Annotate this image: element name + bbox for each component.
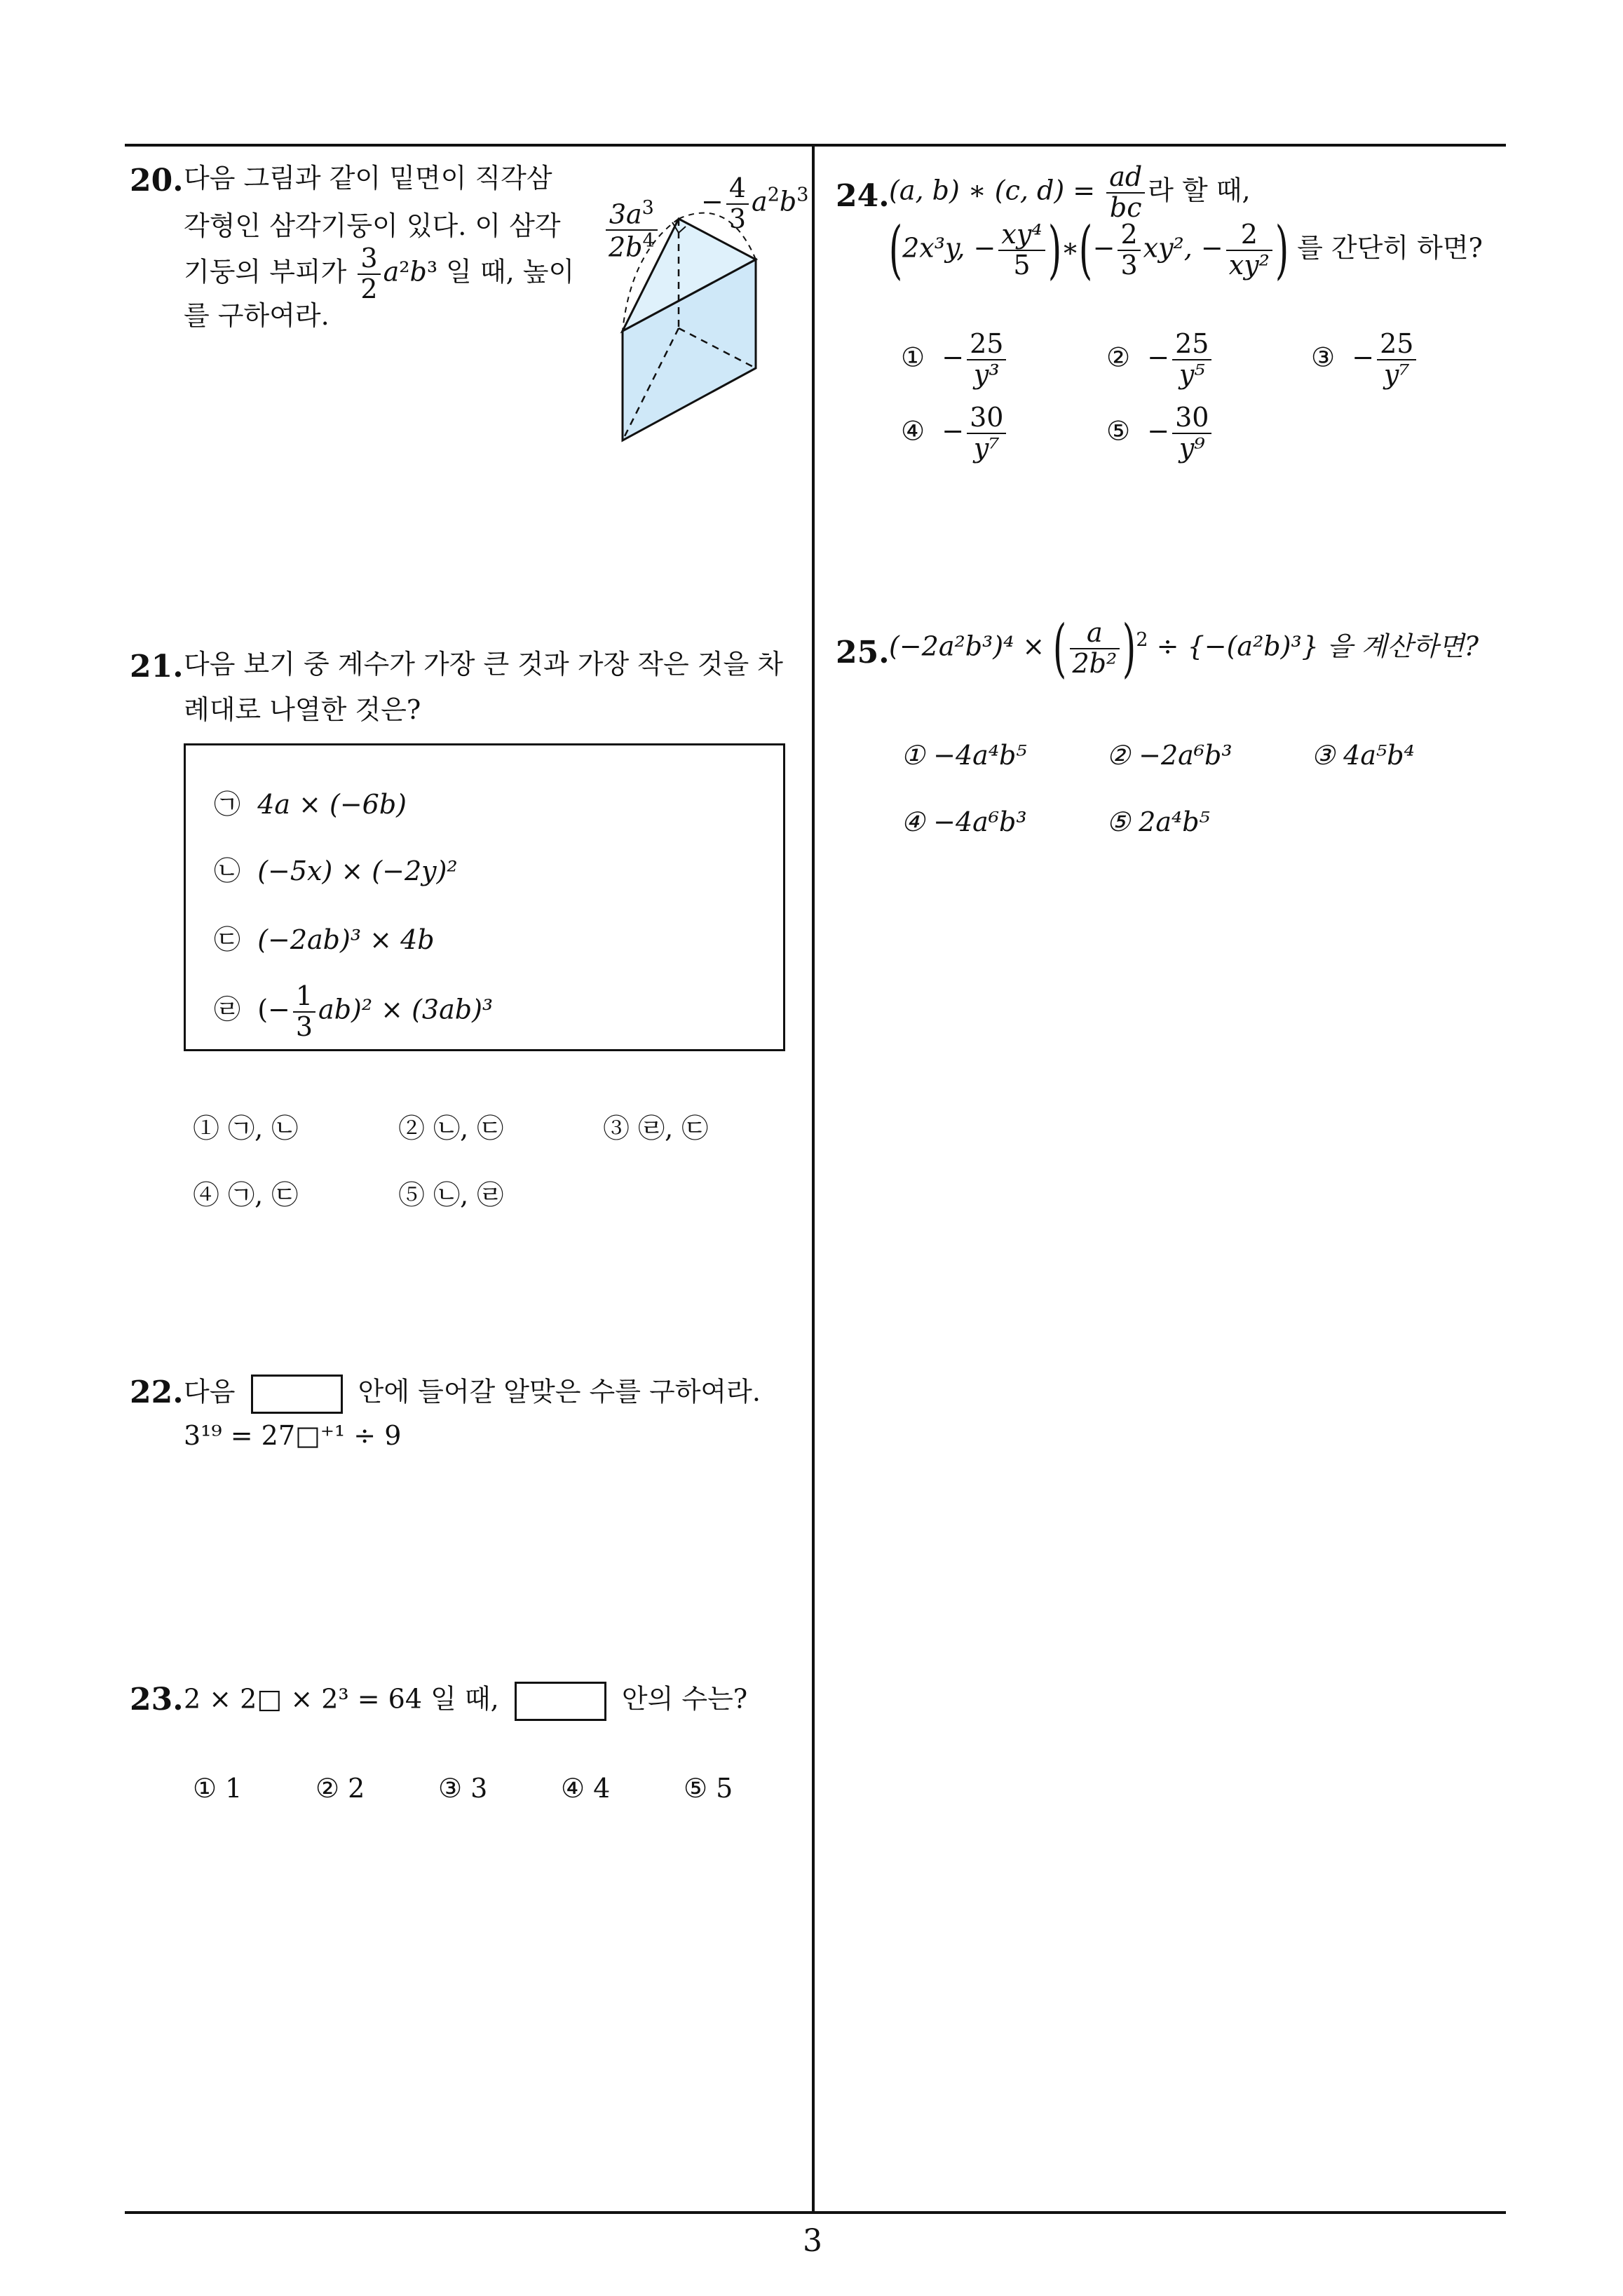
figure-label-edge: − $\frac{4}{3}$ $a^2b^3$ <box>701 173 809 234</box>
question-text-line: 다음 보기 중 계수가 가장 큰 것과 가장 작은 것을 차 <box>184 649 783 680</box>
answer-blank-box <box>515 1682 606 1721</box>
answer-choice[interactable]: ② − $\frac{25}{\text{y⁵}}$ <box>1106 330 1214 390</box>
answer-choice[interactable]: ① −4a⁴b⁵ <box>901 740 1027 771</box>
answer-choice[interactable]: ② 2 <box>315 1773 365 1804</box>
bottom-rule <box>125 2211 1506 2214</box>
page-number: 3 <box>803 2223 822 2259</box>
question-text-line: 각형인 삼각기둥이 있다. 이 삼각 <box>184 210 561 241</box>
question-number: 20. <box>130 163 184 198</box>
answer-choice[interactable]: ③ 4a⁵b⁴ <box>1311 740 1415 771</box>
bogi-item: ㉣ (− $\frac{1}{3}$ ab)² × (3ab)³ <box>214 980 494 1042</box>
answer-choice[interactable]: ④ − $\frac{30}{\text{y⁷}}$ <box>901 403 1009 464</box>
expression-line: (−2a²b³)⁴ × ( $\frac{a}{\text{2b²}}$ )$^2$ ÷ {−(a²b)³} 을 계산하면? <box>889 612 1479 685</box>
definition-line: (a, b) ∗ (c, d) = $\frac{ad}{bc}$ 라 할 때, <box>889 161 1251 223</box>
question-number: 25. <box>836 635 890 670</box>
answer-choice[interactable]: ① ㉠, ㉡ <box>193 1113 299 1144</box>
answer-choice[interactable]: ③ ㉣, ㉢ <box>603 1113 709 1144</box>
answer-choice[interactable]: ② −2a⁶b³ <box>1106 740 1232 771</box>
answer-choice[interactable]: ⑤ 5 <box>684 1773 733 1804</box>
figure-label-leg: $\frac{3a^3}{2b^4}$ <box>603 198 660 263</box>
answer-choice[interactable]: ④ −4a⁶b³ <box>901 806 1027 837</box>
answer-choice[interactable]: ③ 3 <box>438 1773 488 1804</box>
fraction: $\frac{ad}{bc}$ <box>1106 163 1145 223</box>
question-text-line: 2 × 2□ × 2³ = 64 일 때, 안의 수는? <box>184 1682 747 1721</box>
question-text-line: 례대로 나열한 것은? <box>184 694 421 725</box>
bogi-item: ㉡ (−5x) × (−2y)² <box>214 856 458 886</box>
bogi-item: ㉢ (−2ab)³ × 4b <box>214 924 435 955</box>
answer-choice[interactable]: ③ − $\frac{25}{\text{y⁷}}$ <box>1311 330 1419 390</box>
question-text-line: 다음 그림과 같이 밑면이 직각삼 <box>184 163 552 194</box>
answer-choice[interactable]: ④ ㉠, ㉢ <box>193 1180 299 1210</box>
answer-blank-box <box>251 1375 343 1414</box>
fraction: $\frac{3}{2}$ <box>358 244 380 304</box>
question-text-line: 다음 안에 들어갈 알맞은 수를 구하여라. <box>184 1375 761 1414</box>
answer-choice[interactable]: ⑤ − $\frac{30}{\text{y⁹}}$ <box>1106 403 1214 464</box>
question-text-line: 를 구하여라. <box>184 300 330 331</box>
answer-choice[interactable]: ① − $\frac{25}{\text{y³}}$ <box>901 330 1009 390</box>
question-number: 22. <box>130 1375 184 1410</box>
fraction: $\frac{1}{3}$ <box>293 982 315 1042</box>
answer-choice[interactable]: ⑤ 2a⁴b⁵ <box>1106 806 1210 837</box>
expression-line: (2x³y, − $\frac{\text{xy⁴}}{5}$ )∗(− $\frac{2}{3}$ xy², − $\frac{2}{\text{xy²}}$ ) 를 간단히 하면? <box>888 213 1483 287</box>
question-number: 24. <box>836 178 890 214</box>
bogi-item: ㉠ 4a × (−6b) <box>214 789 407 820</box>
question-text-line: 기둥의 부피가 $\frac{3}{2}$ a²b³ 일 때, 높이 <box>184 243 575 304</box>
answer-choice[interactable]: ④ 4 <box>561 1773 611 1804</box>
answer-choice[interactable]: ⑤ ㉡, ㉣ <box>398 1180 504 1210</box>
top-rule <box>125 144 1506 147</box>
answer-choice[interactable]: ② ㉡, ㉢ <box>398 1113 504 1144</box>
column-divider <box>812 144 815 2214</box>
question-number: 23. <box>130 1682 184 1717</box>
answer-choice[interactable]: ① 1 <box>193 1773 243 1804</box>
question-number: 21. <box>130 649 184 684</box>
equation: 3¹⁹ = 27□⁺¹ ÷ 9 <box>184 1420 402 1451</box>
